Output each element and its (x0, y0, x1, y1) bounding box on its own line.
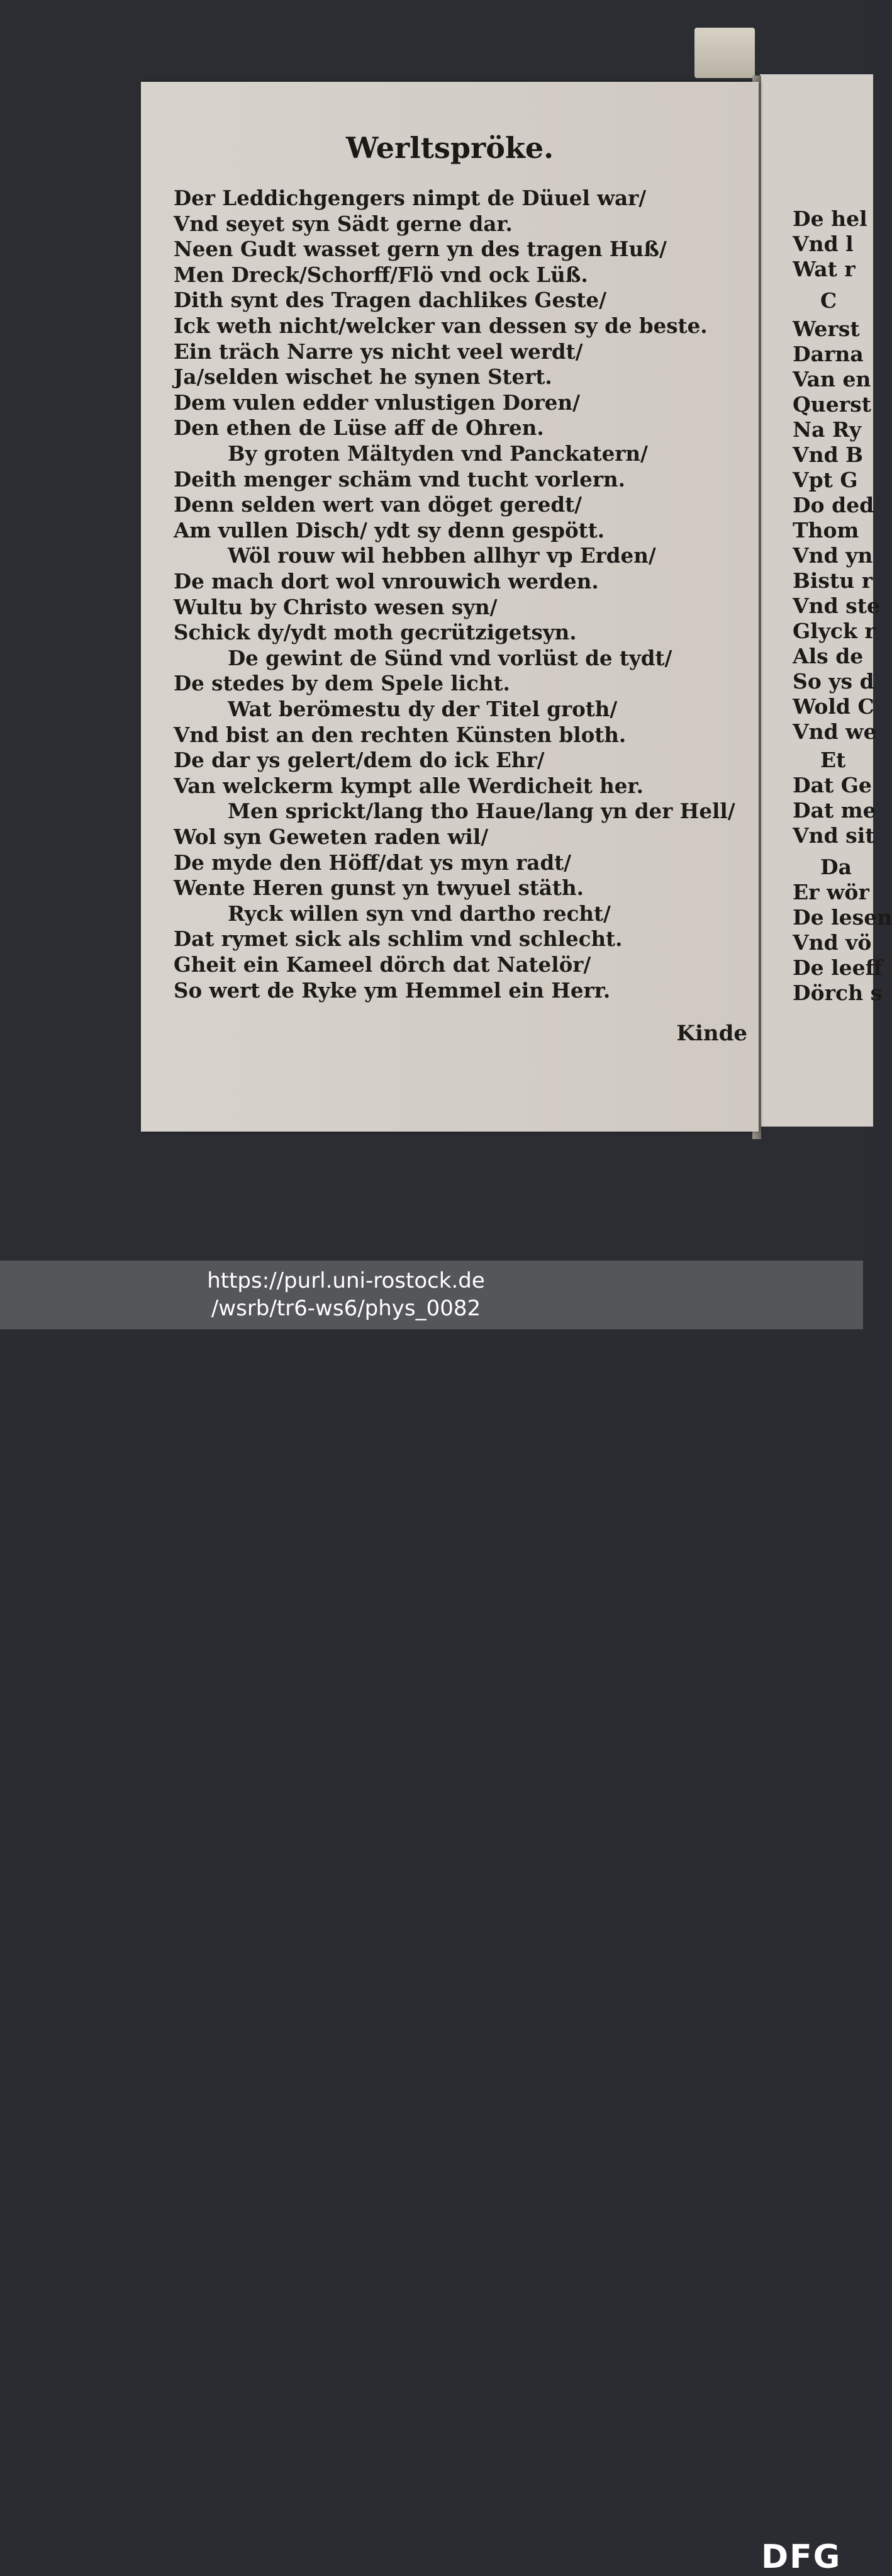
facing-page-line: Querst (793, 392, 871, 417)
facing-page-line: De leeff (793, 955, 883, 980)
facing-page-line: Vnd l (793, 232, 854, 256)
verse-line: Vnd bist an den rechten Künsten bloth. (174, 722, 627, 747)
facing-page-line: Do ded (793, 493, 874, 517)
verse-line: De gewint de Sünd vnd vorlüst de tydt/ (228, 645, 672, 670)
verse-line: Ryck willen syn vnd dartho recht/ (228, 901, 611, 926)
facing-page-line: Dat me (793, 798, 876, 823)
facing-page-line: So ys d (793, 669, 874, 694)
verse-line: De myde den Höff/dat ys myn radt/ (174, 850, 572, 875)
verse-line: Wol syn Geweten raden wil/ (174, 824, 489, 849)
footer-bar (0, 1261, 863, 2576)
facing-page-line: Wat r (793, 257, 856, 281)
verse-line: De stedes by dem Spele licht. (174, 671, 510, 696)
verse-line: Der Leddichgengers nimpt de Düuel war/ (174, 186, 647, 210)
verse-line: Men Dreck/Schorff/Flö vnd ock Lüß. (174, 262, 588, 287)
facing-page-line: Dat Ge (793, 773, 872, 797)
facing-page-line: Na Ry (793, 417, 862, 442)
facing-page-line: Glyck r (793, 619, 876, 643)
verse-line: Dith synt des Tragen dachlikes Geste/ (174, 288, 606, 313)
verse-line: Van welckerm kympt alle Werdicheit her. (174, 773, 644, 798)
facing-page-line: Vnd vö (793, 930, 872, 955)
facing-page-line: Vnd sit (793, 823, 875, 848)
verse-line: De mach dort wol vnrouwich werden. (174, 569, 599, 593)
facing-page-line: Dörch s (793, 981, 883, 1005)
verse-line: By groten Mältyden vnd Panckatern/ (228, 441, 648, 466)
verse-line: Den ethen de Lüse aff de Ohren. (174, 415, 544, 441)
verse-line: Dat rymet sick als schlim vnd schlecht. (174, 926, 623, 952)
facing-page-line: Er wör (793, 880, 869, 904)
facing-page-line: Vnd ste (793, 593, 880, 618)
verse-line: Vnd seyet syn Sädt gerne dar. (174, 211, 513, 236)
verse-line: Neen Gudt wasset gern yn des tragen Huß/ (174, 237, 667, 262)
facing-page-line: Et (820, 748, 846, 772)
catchword: Kinde (676, 1021, 747, 1046)
permalink-line-2[interactable]: /wsrb/tr6-ws6/phys_0082 (211, 1296, 481, 1321)
verse-line: Men sprickt/lang tho Haue/lang yn der Hell/ (228, 799, 735, 824)
facing-page-line: Da (820, 855, 852, 879)
facing-page-line: Thom (793, 518, 859, 543)
facing-page-line: Van en (793, 367, 871, 391)
facing-page-line: Als de (793, 644, 864, 668)
verse-line: Gheit ein Kameel dörch dat Natelör/ (174, 952, 591, 977)
permalink-line-1[interactable]: https://purl.uni-rostock.de (207, 1268, 485, 1293)
facing-page-line: Werst (793, 317, 860, 341)
facing-page-line: Vnd we (793, 719, 877, 744)
verse-line: Ick weth nicht/welcker van dessen sy de beste. (174, 313, 708, 338)
verse-line: Am vullen Disch/ ydt sy denn gespött. (174, 517, 605, 543)
verse-line: Ein träch Narre ys nicht veel werdt/ (174, 339, 583, 364)
verse-line: Dem vulen edder vnlustigen Doren/ (174, 390, 580, 415)
facing-page (760, 74, 892, 1127)
facing-page-line: Wold C (793, 694, 874, 719)
verse-line: Denn selden wert van döget geredt/ (174, 492, 583, 517)
facing-page-line: Vnd yn (793, 543, 873, 568)
facing-page-line: De hel (793, 206, 867, 231)
facing-page-line: Bistu r (793, 568, 873, 593)
verse-line: Wultu by Christo wesen syn/ (174, 594, 498, 619)
facing-page-line: C (820, 288, 837, 313)
verse-line: Wat berömestu dy der Titel groth/ (228, 697, 618, 721)
facing-page-line: Vnd B (793, 442, 864, 467)
verse-line: Schick dy/ydt moth gecrützigetsyn. (174, 620, 577, 645)
book-page (141, 82, 759, 1132)
dfg-logo: DFG (761, 2538, 842, 2576)
verse-line: Deith menger schäm vnd tucht vorlern. (174, 466, 625, 492)
facing-page-line: Darna (793, 342, 864, 366)
facing-page-line: De lesen (793, 905, 892, 930)
scan-image (0, 0, 892, 1261)
book-edge (694, 28, 755, 78)
verse-line: Wente Heren gunst yn twyuel stäth. (174, 875, 584, 901)
verse-line: De dar ys gelert/dem do ick Ehr/ (174, 748, 545, 773)
page-header: Werltspröke. (345, 131, 554, 165)
verse-line: So wert de Ryke ym Hemmel ein Herr. (174, 977, 611, 1003)
verse-line: Wöl rouw wil hebben allhyr vp Erden/ (228, 543, 656, 568)
verse-line: Ja/selden wischet he synen Stert. (174, 364, 552, 390)
facing-page-line: Vpt G (793, 468, 858, 492)
